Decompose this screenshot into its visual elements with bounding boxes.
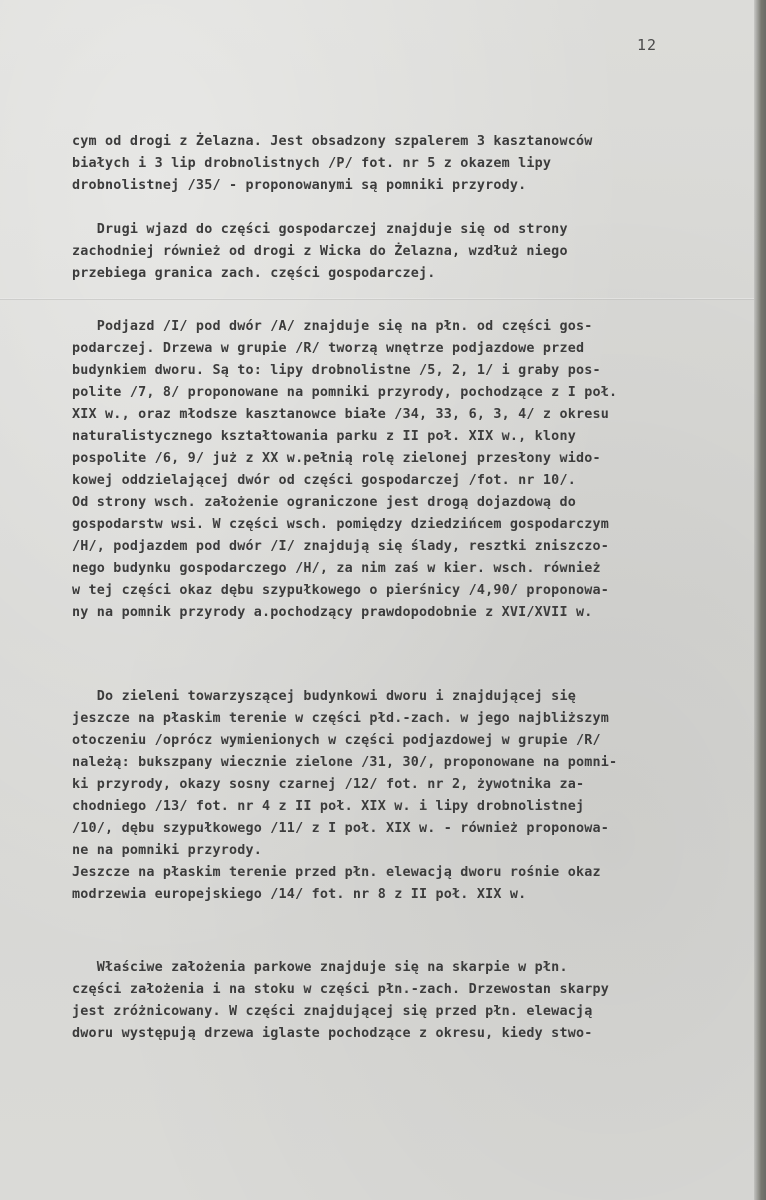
paragraph-3	[72, 316, 740, 624]
text-line: polite /7, 8/ proponowane na pomniki przyrody, pochodzące z I poł.	[72, 385, 618, 400]
paragraph-1	[72, 131, 740, 197]
text-line: naturalistycznego kształtowania parku z II poł. XIX w., klony	[72, 429, 576, 444]
text-line: cym od drogi z Żelazna. Jest obsadzony szpalerem 3 kasztanowców	[72, 134, 593, 149]
text-line: XIX w., oraz młodsze kasztanowce białe /34, 33, 6, 3, 4/ z okresu	[72, 407, 610, 422]
text-line: przebiega granica zach. części gospodarczej.	[72, 266, 436, 281]
page-number: 12	[637, 36, 658, 54]
text-line: otoczeniu /oprócz wymienionych w części podjazdowej w grupie /R/	[72, 733, 601, 748]
text-line: jeszcze na płaskim terenie w części płd.-zach. w jego najbliższym	[72, 711, 610, 726]
text-line: gospodarstw wsi. W części wsch. pomiędzy dziedzińcem gospodarczym	[72, 517, 610, 532]
text-line: należą: bukszpany wiecznie zielone /31, 30/, proponowane na pomni-	[72, 755, 618, 770]
text-line: Od strony wsch. założenie ograniczone jest drogą dojazdową do	[72, 495, 576, 510]
text-line: nego budynku gospodarczego /H/, za nim zaś w kier. wsch. również	[72, 561, 601, 576]
text-line: Podjazd /I/ pod dwór /A/ znajduje się na płn. od części gos-	[72, 319, 593, 334]
text-line: w tej części okaz dębu szypułkowego o pierśnicy /4,90/ proponowa-	[72, 583, 610, 598]
text-line: ny na pomnik przyrody a.pochodzący prawdopodobnie z XVI/XVII w.	[72, 605, 593, 620]
text-line: części założenia i na stoku w części płn.-zach. Drzewostan skarpy	[72, 982, 610, 997]
text-line: modrzewia europejskiego /14/ fot. nr 8 z II poł. XIX w.	[72, 887, 527, 902]
text-line: Jeszcze na płaskim terenie przed płn. elewacją dworu rośnie okaz	[72, 865, 601, 880]
text-line: pospolite /6, 9/ już z XX w.pełnią rolę zielonej przesłony wido-	[72, 451, 601, 466]
text-line: ne na pomniki przyrody.	[72, 843, 263, 858]
page-shadow-edge	[754, 0, 766, 1200]
text-line: białych i 3 lip drobnolistnych /P/ fot. nr 5 z okazem lipy	[72, 156, 552, 171]
paragraph-5	[72, 957, 740, 1045]
text-line: zachodniej również od drogi z Wicka do Żelazna, wzdłuż niego	[72, 244, 568, 259]
text-line: chodniego /13/ fot. nr 4 z II poł. XIX w. i lipy drobnolistnej	[72, 799, 585, 814]
text-line: Do zieleni towarzyszącej budynkowi dworu i znajdującej się	[72, 689, 576, 704]
text-line: Właściwe założenia parkowe znajduje się na skarpie w płn.	[72, 960, 568, 975]
text-line: /H/, podjazdem pod dwór /I/ znajdują się ślady, resztki zniszczo-	[72, 539, 610, 554]
paragraph-4	[72, 686, 740, 906]
text-line: jest zróżnicowany. W części znajdującej się przed płn. elewacją	[72, 1004, 593, 1019]
text-line: drobnolistnej /35/ - proponowanymi są pomniki przyrody.	[72, 178, 527, 193]
text-line: /10/, dębu szypułkowego /11/ z I poł. XIX w. - również proponowa-	[72, 821, 610, 836]
text-line: podarczej. Drzewa w grupie /R/ tworzą wnętrze podjazdowe przed	[72, 341, 585, 356]
text-line: ki przyrody, okazy sosny czarnej /12/ fot. nr 2, żywotnika za-	[72, 777, 585, 792]
paper-fold	[0, 298, 754, 300]
text-line: kowej oddzielającej dwór od części gospodarczej /fot. nr 10/.	[72, 473, 576, 488]
text-line: budynkiem dworu. Są to: lipy drobnolistne /5, 2, 1/ i graby pos-	[72, 363, 601, 378]
paragraph-2	[72, 219, 740, 285]
text-line: Drugi wjazd do części gospodarczej znajduje się od strony	[72, 222, 568, 237]
text-line: dworu występują drzewa iglaste pochodzące z okresu, kiedy stwo-	[72, 1026, 593, 1041]
